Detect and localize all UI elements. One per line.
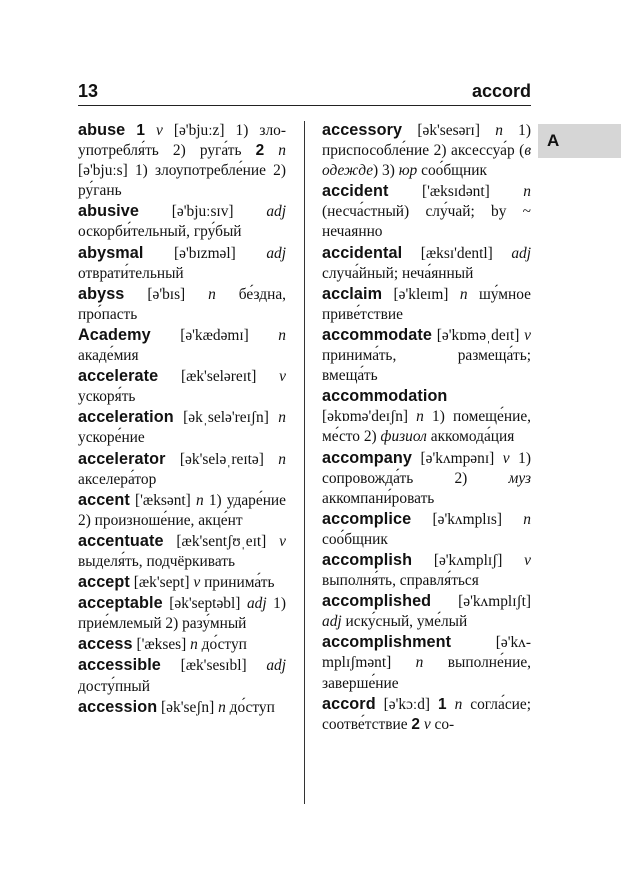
definition-text: [ə'kʌmplɪʃt] bbox=[431, 593, 531, 611]
definition-text: [ə'bjuːsɪv] bbox=[138, 203, 267, 221]
definition-text: [ə'bjuːz] 1) злоупотребля́ть 2) руга́ть bbox=[78, 122, 286, 160]
grammar-label: n bbox=[523, 183, 531, 201]
headword: accession bbox=[78, 697, 158, 716]
left-column bbox=[78, 120, 286, 718]
dictionary-entry bbox=[78, 634, 286, 655]
definition-text: выполня́ть, справля́ться bbox=[322, 572, 479, 590]
grammar-label: adj bbox=[322, 613, 342, 631]
dictionary-entry bbox=[78, 593, 286, 634]
column-divider bbox=[304, 121, 305, 804]
definition-text: [ə'bjuːs] 1) злоупотребле́ние 2) ру́гань bbox=[78, 162, 286, 200]
definition-text: случа́йный; неча́янный bbox=[322, 264, 474, 282]
grammar-label: adj bbox=[266, 657, 286, 675]
definition-text: бе́здна, про́пасть bbox=[78, 285, 286, 323]
definition-text: [æk'sept] bbox=[129, 574, 194, 592]
grammar-label: n bbox=[208, 285, 216, 303]
grammar-label: adj bbox=[246, 595, 267, 613]
definition-text: соо́бщник bbox=[417, 162, 487, 180]
sense-number: 2 bbox=[411, 715, 420, 733]
headword: accomplishment bbox=[322, 633, 452, 652]
definition-text: [æk'sentʃʊˌeɪt] bbox=[163, 532, 280, 550]
definition-text: до́ступ bbox=[197, 636, 247, 654]
page-header bbox=[78, 80, 531, 102]
dictionary-entry bbox=[322, 284, 531, 325]
definition-text bbox=[447, 696, 455, 713]
definition-text: [ək'sesərɪ] bbox=[402, 122, 496, 139]
sense-number: 1 bbox=[438, 695, 447, 713]
grammar-label: n bbox=[416, 408, 424, 426]
headword: accompany bbox=[322, 448, 412, 467]
grammar-label: adj bbox=[266, 203, 286, 221]
sense-number: 2 bbox=[255, 142, 265, 160]
usage-label: юр bbox=[398, 162, 418, 180]
definition-text: [ə'kʌmplɪʃ] bbox=[412, 551, 525, 569]
grammar-label: v bbox=[279, 368, 286, 386]
definition-text: акселера́тор bbox=[78, 470, 157, 488]
usage-label: в одежде bbox=[322, 142, 531, 180]
definition-text: ['æksənt] bbox=[129, 491, 196, 509]
headword: Academy bbox=[78, 325, 151, 344]
dictionary-entry bbox=[322, 632, 531, 693]
definition-text: [ək'seʃn] bbox=[157, 698, 219, 716]
dictionary-entry bbox=[78, 120, 286, 201]
dictionary-entry bbox=[78, 449, 286, 490]
grammar-label: n bbox=[218, 698, 226, 716]
definition-text: [æk'sesɪbl] bbox=[160, 657, 267, 675]
headword: accentuate bbox=[78, 531, 164, 550]
dictionary-entry bbox=[78, 697, 286, 718]
definition-text: иску́сный, уме́лый bbox=[341, 613, 468, 631]
dictionary-entry bbox=[322, 694, 531, 735]
dictionary-entry bbox=[322, 243, 531, 284]
definition-text: выполне́ние, заверше́ние bbox=[322, 654, 531, 692]
grammar-label: n bbox=[278, 450, 286, 468]
definition-text bbox=[145, 122, 156, 139]
headword: accomplice bbox=[322, 509, 412, 528]
headword: accomplished bbox=[322, 592, 432, 611]
sense-number: 1 bbox=[136, 122, 145, 139]
dictionary-entry bbox=[78, 325, 286, 366]
grammar-label: adj bbox=[511, 244, 531, 262]
headword: accessible bbox=[78, 656, 161, 675]
grammar-label: v bbox=[155, 122, 163, 139]
definition-text: [əkˌselə'reɪʃn] bbox=[173, 409, 279, 427]
dictionary-entry bbox=[322, 591, 531, 632]
definition-text: [ə'bɪzməl] bbox=[143, 244, 267, 262]
definition-text: [æk'seləreɪt] bbox=[158, 368, 280, 386]
definition-text: 1) помеще́ние, ме́сто 2) bbox=[322, 408, 532, 446]
definition-text: со- bbox=[430, 715, 455, 733]
dictionary-entry bbox=[78, 531, 286, 572]
headword: accent bbox=[78, 490, 130, 509]
letter-tab-label: A bbox=[547, 131, 560, 150]
headword: accomplish bbox=[322, 550, 413, 569]
dictionary-entry bbox=[78, 243, 286, 284]
definition-text: аккомода́ция bbox=[426, 428, 515, 446]
grammar-label: v bbox=[279, 532, 286, 550]
headword: accommodate bbox=[322, 325, 432, 344]
headword: accessory bbox=[322, 121, 403, 139]
definition-text: акаде́мия bbox=[78, 347, 139, 365]
grammar-label: n bbox=[278, 409, 286, 427]
grammar-label: n bbox=[523, 510, 531, 528]
dictionary-entry bbox=[78, 490, 286, 531]
definition-text: 1) ударе́ние 2) произноше́ние, акце́нт bbox=[78, 491, 286, 529]
dictionary-entry bbox=[322, 448, 531, 509]
guide-word: accord bbox=[471, 81, 531, 101]
grammar-label: n bbox=[195, 491, 204, 509]
definition-text: [ə'kædəmɪ] bbox=[150, 326, 279, 344]
dictionary-entry bbox=[322, 550, 531, 591]
headword: abuse bbox=[78, 121, 126, 139]
definition-text: 1) сопровожда́ть 2) bbox=[322, 449, 531, 487]
headword: abysmal bbox=[78, 243, 144, 262]
definition-text: [ə'kɒməˌdeɪt] bbox=[431, 326, 525, 344]
definition-text: аккомпани́ровать bbox=[322, 489, 435, 507]
definition-text: [ə'kʌmpənɪ] bbox=[411, 449, 503, 467]
definition-text: ускоря́ть bbox=[78, 388, 136, 406]
grammar-label: v bbox=[524, 326, 531, 344]
headword: accord bbox=[322, 694, 376, 713]
headword: accommodation bbox=[322, 387, 448, 406]
definition-text: [əkɒmə'deɪʃn] bbox=[322, 408, 417, 426]
headword: accept bbox=[78, 573, 130, 592]
grammar-label: n bbox=[495, 122, 503, 139]
definition-text: [ə'kɔːd] bbox=[375, 695, 439, 713]
definition-text: принима́ть, размеща́ть; вмеща́ть bbox=[322, 347, 531, 385]
dictionary-entry bbox=[78, 284, 286, 325]
definition-text bbox=[125, 122, 136, 139]
headword: acceleration bbox=[78, 408, 174, 427]
definition-text: 1) прие́млемый 2) разу́мный bbox=[78, 595, 287, 633]
definition-text: [ə'kleɪm] bbox=[382, 285, 460, 303]
headword: accidental bbox=[322, 243, 403, 262]
grammar-label: adj bbox=[266, 244, 286, 262]
grammar-label: n bbox=[278, 142, 286, 160]
definition-text: [ək'septəbl] bbox=[162, 595, 247, 613]
definition-text: 1) приспособле́ние 2) аксессуа́р ( bbox=[322, 122, 531, 160]
definition-text: выделя́ть, подчёркивать bbox=[78, 552, 236, 570]
headword: acclaim bbox=[322, 284, 383, 303]
usage-label: физиол bbox=[380, 428, 427, 446]
dictionary-entry bbox=[322, 120, 531, 181]
page-number: 13 bbox=[78, 81, 99, 101]
definition-text: [ək'seləˌreɪtə] bbox=[165, 450, 279, 468]
grammar-label: n bbox=[190, 636, 198, 654]
definition-text: досту́пный bbox=[78, 677, 151, 695]
definition-text: согла́сие; соотве́тствие bbox=[322, 695, 531, 733]
definition-text: [ə'bɪs] bbox=[124, 285, 209, 303]
definition-text: [ə'kʌmplɪs] bbox=[411, 510, 524, 528]
right-column bbox=[322, 120, 531, 735]
definition-text: соо́бщник bbox=[322, 530, 388, 548]
headword: acceptable bbox=[78, 594, 163, 613]
headword: abusive bbox=[78, 202, 139, 221]
headword: accident bbox=[322, 182, 389, 201]
dictionary-entry bbox=[78, 572, 286, 593]
dictionary-entry bbox=[322, 325, 531, 386]
dictionary-entry bbox=[78, 655, 286, 696]
definition-text: шу́мное приве́тствие bbox=[322, 285, 531, 323]
dictionary-entry bbox=[322, 181, 531, 242]
grammar-label: n bbox=[278, 326, 286, 344]
definition-text: ускоре́ние bbox=[78, 429, 145, 447]
definition-text: оскорби́тельный, гру́бый bbox=[78, 223, 242, 241]
definition-text: до́ступ bbox=[225, 698, 275, 716]
dictionary-entry bbox=[322, 386, 531, 447]
dictionary-entry bbox=[78, 407, 286, 448]
grammar-label: v bbox=[502, 449, 510, 467]
grammar-label: n bbox=[459, 285, 468, 303]
grammar-label: v bbox=[524, 551, 531, 569]
headword: abyss bbox=[78, 284, 125, 303]
headword: accelerator bbox=[78, 449, 166, 468]
headword: access bbox=[78, 635, 133, 654]
definition-text: ['æksɪdənt] bbox=[388, 183, 524, 201]
grammar-label: v bbox=[423, 715, 431, 733]
usage-label: муз bbox=[508, 469, 531, 487]
headword: accelerate bbox=[78, 367, 159, 386]
definition-text: отврати́тельный bbox=[78, 264, 184, 282]
definition-text: (несча́стный) слу́чай; by ~ нечаянно bbox=[322, 203, 531, 241]
dictionary-entry bbox=[78, 201, 286, 242]
definition-text: [ə'kʌmplɪʃmənt] bbox=[322, 634, 531, 672]
dictionary-entry bbox=[78, 366, 286, 407]
definition-text: принима́ть bbox=[200, 574, 275, 592]
dictionary-entry bbox=[322, 509, 531, 550]
grammar-label: v bbox=[193, 574, 201, 592]
definition-text: ['ækses] bbox=[132, 636, 191, 654]
definition-text: [æksɪ'dentl] bbox=[402, 244, 512, 262]
header-rule bbox=[78, 105, 531, 106]
letter-tab bbox=[538, 124, 621, 158]
grammar-label: n bbox=[454, 695, 463, 713]
definition-text: ) 3) bbox=[373, 162, 399, 180]
definition-text bbox=[264, 142, 278, 159]
grammar-label: n bbox=[415, 654, 424, 672]
